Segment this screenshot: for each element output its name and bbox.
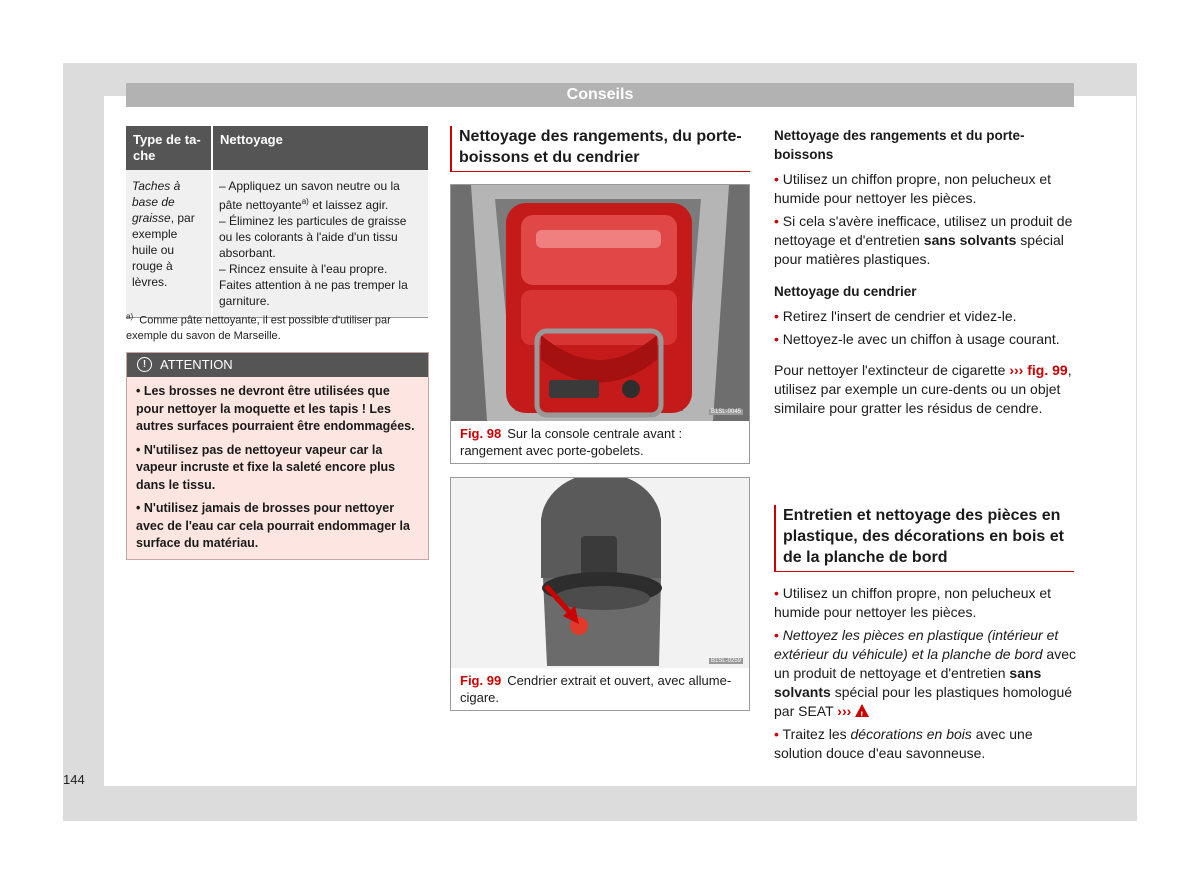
console-storage-illustration xyxy=(451,185,749,421)
list-item: • Nettoyez-le avec un chiffon à usage courant. xyxy=(774,331,1060,347)
table-cell-cleaning: – Appliquez un savon neutre ou la pâte nettoyante$^{a)}$ et laissez agir. – Éliminez les particules de graisse ou les colorants à l'aide d'un tissu absorbant. – Rincez ensuite à l'eau propre. Faites attention à ne pas tremper la garniture. xyxy=(212,170,428,318)
figure-99 xyxy=(450,477,750,711)
table-header-type: Type de ta-che xyxy=(126,126,212,170)
table-footnote: $^{a)}$ Comme pâte nettoyante, il est possible d'utiliser par exemple du savon de Marseille. xyxy=(126,312,391,342)
warning-triangle-icon xyxy=(855,704,869,717)
plastics-instructions xyxy=(774,584,1076,763)
ashtray-illustration xyxy=(451,478,749,668)
figure-98 xyxy=(450,184,750,464)
figure-caption: Fig. 98 Sur la console centrale avant : rangement avec porte-gobelets. xyxy=(460,426,683,458)
chapter-header: Conseils xyxy=(126,83,1074,107)
warning-reference-link[interactable]: ››› xyxy=(837,703,852,719)
figure-code: B1SL-0045 xyxy=(710,409,741,415)
list-item: • Retirez l'insert de cendrier et videz-le. xyxy=(774,308,1017,324)
table-row xyxy=(126,170,428,318)
attention-item: • N'utilisez jamais de brosses pour nettoyer avec de l'eau car cela pourrait endommager la surface du matériau. xyxy=(136,501,410,550)
extinguisher-paragraph: Pour nettoyer l'extincteur de cigarette ››› fig. 99, utilisez par exemple un cure-dents ou un objet similaire pour gratter les résidus de cendre. xyxy=(774,362,1072,416)
figure-code: B1SL-0259 xyxy=(710,658,741,664)
cleaning-table xyxy=(126,126,428,318)
subheading-storage: Nettoyage des rangements et du porte-boissons xyxy=(774,128,1025,162)
attention-item: • Les brosses ne devront être utilisées que pour nettoyer la moquette et les tapis ! Les autres surfaces pourraient être endommagées. xyxy=(136,384,415,433)
section-title-plastics: Entretien et nettoyage des pièces en plastique, des décorations en bois et de la planche de bord xyxy=(774,505,1074,572)
list-item: • Traitez les décorations en bois avec une solution douce d'eau savonneuse. xyxy=(774,726,1033,761)
page-number: 144 xyxy=(63,772,85,787)
table-header-cleaning: Nettoyage xyxy=(212,126,428,170)
section-title-storage: Nettoyage des rangements, du porte-boissons et du cendrier xyxy=(450,126,750,172)
list-item: • Utilisez un chiffon propre, non pelucheux et humide pour nettoyer les pièces. xyxy=(774,171,1052,206)
attention-item: • N'utilisez pas de nettoyeur vapeur car la vapeur incruste et fixe la saleté encore plus dans le tissu. xyxy=(136,442,396,492)
table-cell-type: Taches à base de graisse, par exemple huile ou rouge à lèvres. xyxy=(126,170,212,318)
subheading-ashtray: Nettoyage du cendrier xyxy=(774,284,917,299)
attention-header: ! ATTENTION xyxy=(127,353,428,377)
figure-reference-link[interactable]: ››› fig. 99 xyxy=(1009,362,1068,378)
warning-circle-icon: ! xyxy=(137,357,152,372)
attention-box xyxy=(126,352,429,560)
list-item: • Utilisez un chiffon propre, non pelucheux et humide pour nettoyer les pièces. xyxy=(774,585,1052,620)
figure-caption: Fig. 99 Cendrier extrait et ouvert, avec allume-cigare. xyxy=(460,673,732,705)
list-item: • Si cela s'avère inefficace, utilisez un produit de nettoyage et d'entretien sans solvants spécial pour matières plastiques. xyxy=(774,213,1073,267)
cleaning-instructions xyxy=(774,126,1076,418)
list-item: • Nettoyez les pièces en plastique (intérieur et extérieur du véhicule) et la planche de bord avec un produit de nettoyage et d'entretien sans solvants spécial pour les plastiques homologué par SEAT ››› ! xyxy=(774,626,1076,721)
